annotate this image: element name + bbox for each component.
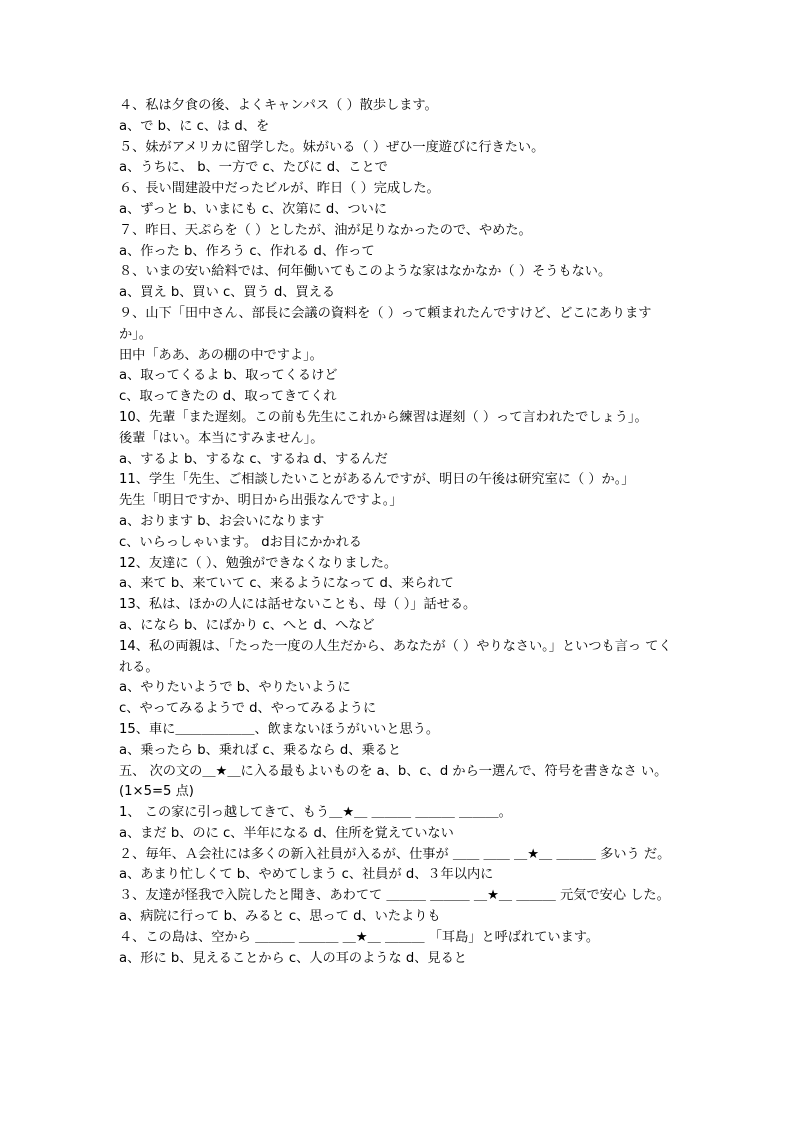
question-line: ６、長い間建設中だったビルが、昨日（ ）完成した。 <box>119 181 440 197</box>
answer-options: c、やってみるようで d、やってみるように <box>119 701 377 717</box>
answer-options: a、うちに、 b、一方で c、たびに d、ことで <box>119 160 388 176</box>
answer-options: a、取ってくるよ b、取ってくるけど <box>119 368 338 384</box>
dialogue-line: 先生「明日ですか、明日から出張なんですよ。」 <box>119 493 403 509</box>
answer-options: a、やりたいようで b、やりたいように <box>119 680 351 696</box>
answer-options: a、来て b、来ていて c、来るようになって d、来られて <box>119 576 454 592</box>
question-line: 14、私の両親は、「たった一度の人生だから、あなたが（ ）やりなさい。」といつも言っ てくれる。 <box>119 638 672 675</box>
question-line: 13、私は、ほかの人には話せないことも、母（ ）」話せる。 <box>119 597 477 613</box>
answer-options: a、になら b、にばかり c、へと d、へなど <box>119 617 375 633</box>
answer-options: a、買え b、買い c、買う d、買える <box>119 285 336 301</box>
question-line: ２、毎年、Ａ会社には多くの新入社員が入るが、仕事が ＿＿ ＿＿ ＿★＿ ＿＿＿ 多いう だ。 <box>119 846 671 862</box>
dialogue-line: 田中「ああ、あの棚の中ですよ」。 <box>119 347 323 363</box>
answer-options: a、あまり忙しくて b、やめてしまう c、社員が d、３年以内に <box>119 867 494 883</box>
answer-options: c、取ってきたの d、取ってきてくれ <box>119 389 337 405</box>
answer-options: a、形に b、見えることから c、人の耳のような d、見ると <box>119 950 467 966</box>
question-line: 12、友達に（ ）、勉強ができなくなりました。 <box>119 555 398 571</box>
question-line: 10、先輩「また遅刻。この前も先生にこれから練習は遅刻（ ）って言われたでしょう」。 <box>119 409 648 425</box>
answer-options: a、作った b、作ろう c、作れる d、作って <box>119 243 375 259</box>
question-line: 1、 この家に引っ越してきて、もう＿★＿ ＿＿＿ ＿＿＿ ＿＿＿。 <box>119 805 512 821</box>
answer-options: a、するよ b、するな c、するね d、するんだ <box>119 451 388 467</box>
answer-options: a、で b、に c、は d、を <box>119 118 270 134</box>
answer-options: a、ずっと b、いまにも c、次第に d、ついに <box>119 201 388 217</box>
question-line: ４、私は夕食の後、よくキャンパス（ ）散歩します。 <box>119 98 438 113</box>
question-line: ８、いまの安い給料では、何年働いてもこのような家はなかなか（ ）そうもない。 <box>119 264 612 280</box>
question-line: ９、山下「田中さん、部長に会議の資料を（ ）って頼まれたんですけど、どこにあります か」。 <box>119 305 652 342</box>
dialogue-line: 後輩「はい。本当にすみません」。 <box>119 430 324 446</box>
section-heading: 五、 次の文の＿★＿に入る最もよいものを a、b、c、d から一選んで、符号を書きなさ い。(1×5=5 点) <box>119 763 668 800</box>
question-line: ７、昨日、天ぷらを（ ）としたが、油が足りなかったので、やめた。 <box>119 222 532 238</box>
question-line: ５、妹がアメリカに留学した。妹がいる（ ）ぜひ一度遊びに行きたい。 <box>119 139 545 155</box>
answer-options: a、おります b、お会いになります <box>119 513 325 529</box>
question-line: ４、この島は、空から ＿＿＿ ＿＿＿ ＿★＿ ＿＿＿ 「耳島」と呼ばれています。 <box>119 929 600 945</box>
question-line: 15、車に＿＿＿＿＿＿、飲まないほうがいいと思う。 <box>119 721 440 737</box>
answer-options: a、病院に行って b、みると c、思って d、いたよりも <box>119 909 441 925</box>
answer-options: a、まだ b、のに c、半年になる d、住所を覚えていない <box>119 825 454 841</box>
question-line: ３、友達が怪我で入院したと聞き、あわてて ＿＿＿ ＿＿＿ ＿★＿ ＿＿＿ 元気で安心 した。 <box>119 888 670 904</box>
answer-options: a、乗ったら b、乗れば c、乗るなら d、乗ると <box>119 742 402 758</box>
question-line: 11、学生「先生、ご相談したいことがあるんですが、明日の午後は研究室に（ ）か。」 <box>119 472 635 488</box>
document-body <box>119 96 679 969</box>
answer-options: c、いらっしゃいます。 dお目にかかれる <box>119 534 362 550</box>
